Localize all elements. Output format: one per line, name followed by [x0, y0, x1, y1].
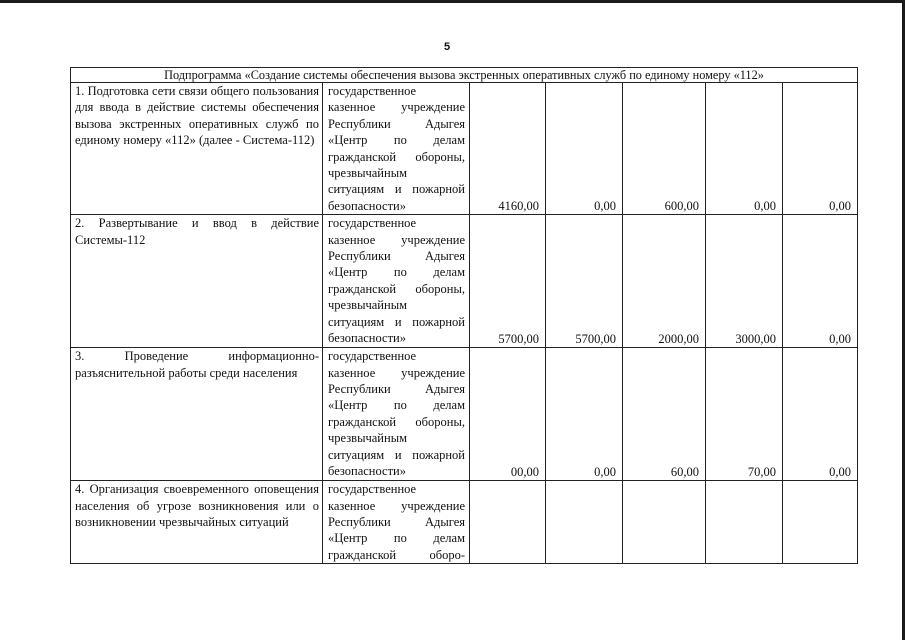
value-cell: 0,00	[783, 348, 858, 481]
value-cell: 60,00	[623, 348, 706, 481]
value-cell: 4160,00	[470, 83, 546, 215]
task-description: 3. Проведение информационно-разъяснительной работы среди населения	[71, 348, 323, 481]
task-description: 1. Подготовка сети связи общего пользования для ввода в действие системы обеспечения вызова экстренных оперативных служб по единому номеру «112» (далее - Система-112)	[71, 83, 323, 215]
table-row	[71, 348, 858, 481]
responsible-organization: государственное казенное учреждение Республики Адыгея «Центр по делам гражданской обороны, чрезвычайным ситуациям и пожарной безопасности»	[323, 348, 470, 481]
responsible-organization	[323, 481, 470, 564]
value-cell: 0,00	[546, 348, 623, 481]
table-row	[71, 83, 858, 215]
value-cell: 5700,00	[546, 215, 623, 348]
value-cell: 0,00	[783, 83, 858, 215]
value-cell	[706, 481, 783, 564]
table-header-row	[71, 68, 858, 83]
value-cell: 70,00	[706, 348, 783, 481]
value-cell: 0,00	[706, 83, 783, 215]
responsible-organization: государственное казенное учреждение Республики Адыгея «Центр по делам гражданской обороны, чрезвычайным ситуациям и пожарной безопасности»	[323, 215, 470, 348]
subprogram-title: Подпрограмма «Создание системы обеспечения вызова экстренных оперативных служб по единому номеру «112»	[71, 68, 858, 83]
value-cell	[546, 481, 623, 564]
task-description	[71, 481, 323, 564]
value-cell	[470, 481, 546, 564]
responsible-organization-text: государственное казенное учреждение Республики Адыгея «Центр по делам гражданской оборо-	[328, 482, 465, 562]
page-number: 5	[444, 41, 451, 53]
value-cell: 5700,00	[470, 215, 546, 348]
value-cell: 2000,00	[623, 215, 706, 348]
task-description-text: 4. Организация своевременного оповещения населения об угрозе возникновения или о возникновении чрезвычайных ситуаций	[75, 482, 319, 530]
table-row	[71, 481, 858, 564]
scan-edge-top	[0, 0, 905, 3]
value-cell: 0,00	[783, 215, 858, 348]
value-cell: 0,00	[546, 83, 623, 215]
value-cell: 00,00	[470, 348, 546, 481]
program-table	[70, 67, 858, 564]
value-cell	[783, 481, 858, 564]
value-cell: 3000,00	[706, 215, 783, 348]
value-cell: 600,00	[623, 83, 706, 215]
table-row	[71, 215, 858, 348]
task-description: 2. Развертывание и ввод в действие Системы-112	[71, 215, 323, 348]
responsible-organization: государственное казенное учреждение Республики Адыгея «Центр по делам гражданской обороны, чрезвычайным ситуациям и пожарной безопасности»	[323, 83, 470, 215]
value-cell	[623, 481, 706, 564]
